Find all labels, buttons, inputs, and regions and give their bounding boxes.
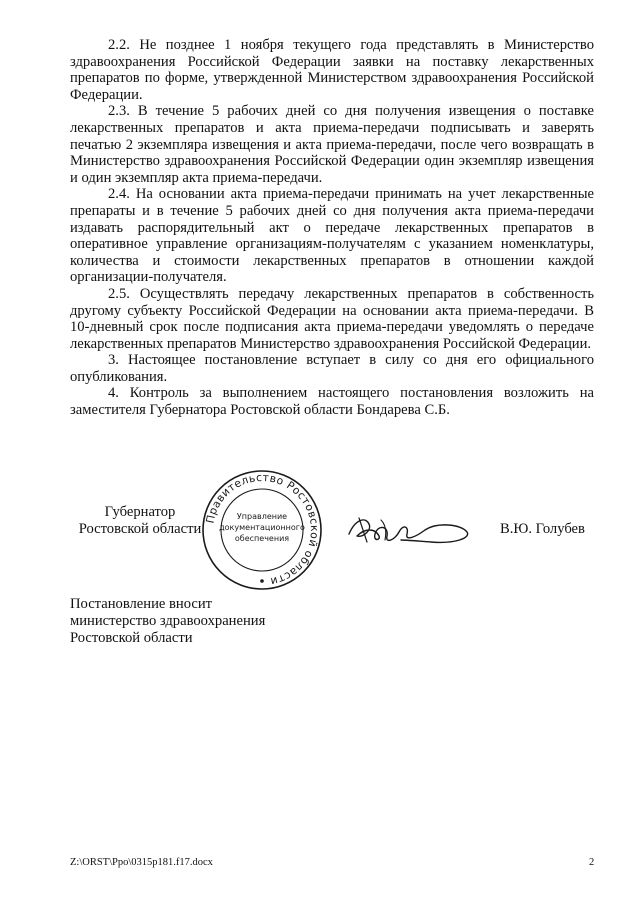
paragraph-4: 4. Контроль за выполнением настоящего постановления возложить на заместителя Губернатора Ростовской области Бондарева С.Б. <box>70 385 594 419</box>
paragraph-2-2: 2.2. Не позднее 1 ноября текущего года представлять в Министерство здравоохранения Российской Федерации заявки на поставку лекарственных препаратов по форме, утвержденной Министерством здравоохранения Российской Федерации. <box>70 37 594 103</box>
signature-block <box>0 468 640 588</box>
signer-title-line1: Губернатор <box>104 504 176 520</box>
seal-center-line3: обеспечения <box>234 534 290 543</box>
paragraph-3: 3. Настоящее постановление вступает в силу со дня его официального опубликования. <box>70 352 594 385</box>
submitted-by-line2: министерство здравоохранения <box>70 613 266 629</box>
official-seal-icon <box>200 468 324 592</box>
submitted-by <box>70 596 265 647</box>
signer-name: В.Ю. Голубев <box>500 521 585 537</box>
signer-title <box>70 504 210 538</box>
footer-file-path: Z:\ORST\Ppo\0315p181.f17.docx <box>70 857 213 868</box>
paragraph-2-4: 2.4. На основании акта приема-передачи принимать на учет лекарственные препараты и в течение 5 рабочих дней со дня получения акта приема-передачи издавать распорядительный акт о передаче лекарственных препаратов в оперативное управление организациям-получателям с указанием номенклатуры, количества и стоимости лекарственных препаратов в отношении каждой организации-получателя. <box>70 186 594 286</box>
submitted-by-line1: Постановление вносит <box>70 596 213 612</box>
submitted-by-line3: Ростовской области <box>70 630 193 646</box>
paragraph-2-5: 2.5. Осуществлять передачу лекарственных препаратов в собственность другому субъекту Российской Федерации на основании акта приема-передачи. В 10-дневный срок после подписания акта приема-передачи уведомлять о передаче лекарственных препаратов Министерство здравоохранения Российской Федерации. <box>70 285 594 352</box>
page-number: 2 <box>589 857 595 868</box>
paragraph-2-3: 2.3. В течение 5 рабочих дней со дня получения извещения о поставке лекарственных препаратов и акта приема-передачи подписывать и заверять печатью 2 экземпляра извещения и акта приема-передачи, после чего возвращать в Министерство здравоохранения Российской Федерации один экземпляр извещения и один экземпляр акта приема-передачи. <box>70 103 594 186</box>
document-body <box>70 37 594 419</box>
seal-center-line1: Управление <box>236 512 288 521</box>
signer-title-line2: Ростовской области <box>78 521 202 537</box>
seal-ring-text: Правительство Ростовской области <box>203 470 322 589</box>
seal-center-line2: документационного <box>219 523 305 532</box>
handwritten-signature-icon <box>345 510 475 550</box>
